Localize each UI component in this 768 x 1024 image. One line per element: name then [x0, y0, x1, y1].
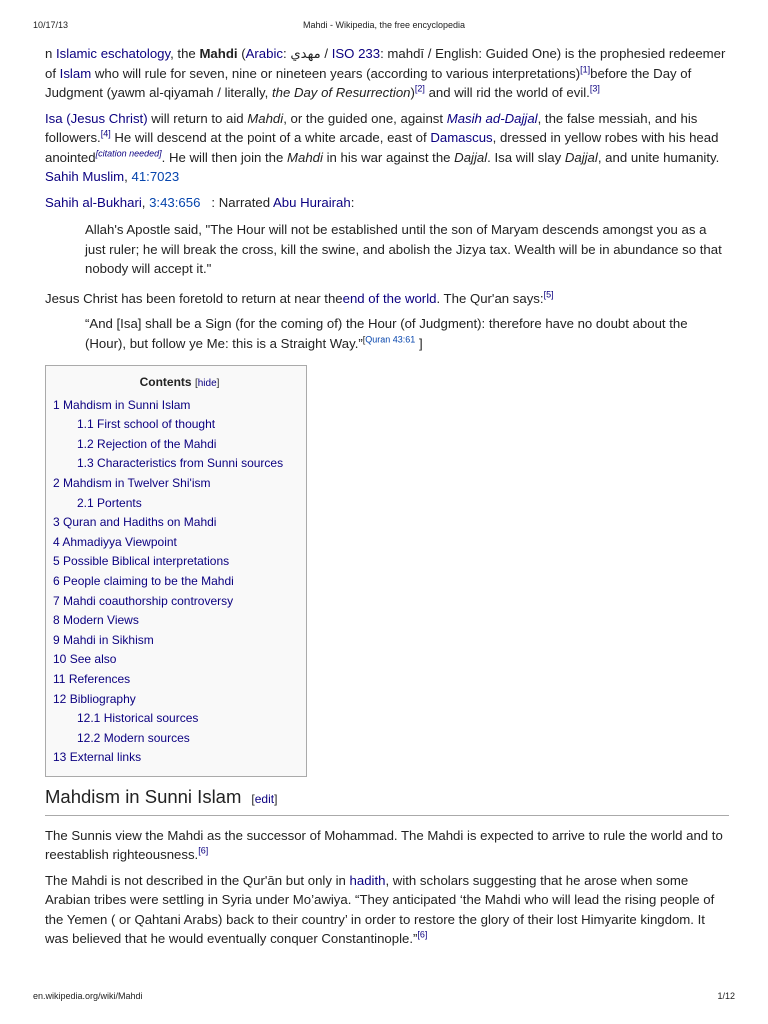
toc-item [53, 690, 306, 710]
toc-item [53, 494, 306, 514]
toc-number: 10 [53, 652, 67, 667]
isa-paragraph: Isa (Jesus Christ) will return to aid Mahdi, or the guided one, against Masih ad-Dajjal, the false messiah, and his followers.[4] He will descend at the point of a white arcade, east of Damascus, dressed in yellow robes with his head anointed[citation needed]. He will then join the Mahdi in his war against the Dajjal. Isa will slay Dajjal, and unite humanity. Sahih Muslim, 41:7023 [45, 110, 720, 184]
toc-label: First school of thought [97, 417, 216, 432]
toc-item [53, 631, 306, 651]
bukhari-line: Sahih al-Bukhari, 3:43:656 : Narrated Abu Hurairah: [45, 194, 355, 210]
sunni-paragraph-1: The Sunnis view the Mahdi as the successor of Mohammad. The Mahdi is expected to arrive to rule the world and to reestablish righteousness.[6] [45, 827, 723, 863]
print-url: en.wikipedia.org/wiki/Mahdi [33, 991, 143, 1001]
toc-number: 11 [53, 671, 66, 686]
toc-link[interactable] [77, 456, 283, 470]
toc-label: People claiming to be the Mahdi [63, 573, 234, 588]
toc-link[interactable] [53, 633, 154, 647]
toc-number: 6 [53, 573, 60, 588]
toc-hide-toggle[interactable]: hide [197, 378, 217, 389]
term-mahdi: Mahdi [199, 46, 238, 61]
toc-number: 3 [53, 515, 60, 530]
ref-4[interactable]: [4] [100, 128, 111, 139]
section-heading-mahdism-sunni: Mahdism in Sunni Islam [edit] [45, 785, 729, 816]
sunni-paragraph-2: The Mahdi is not described in the Qur'ān but only in hadith, with scholars suggesting that he arose when some Arabian tribes were settling in Syria under Mo’awiya. “They anticipated ‘the Mahdi who will lead the rising people of the Yemen ( or Qahtani Arabs) back to their country’ in order to restore the glory of their lost Himyarite kingdom. It was believed that he would eventually conquer Constantinople.”[6] [45, 872, 715, 947]
toc-link[interactable] [77, 711, 198, 725]
link-quran-43-61[interactable]: Quran 43:61 [365, 334, 416, 345]
link-islamic-eschatology[interactable]: Islamic eschatology [56, 46, 171, 61]
toc-label: Historical sources [103, 711, 199, 726]
toc-number: 8 [53, 613, 60, 628]
toc-number: 1.2 [77, 436, 94, 451]
toc-number: 12.2 [77, 730, 101, 745]
toc-link[interactable] [53, 750, 141, 764]
toc-label: Mahdi coauthorship controversy [63, 593, 234, 608]
toc-item [53, 454, 306, 474]
toc-label: References [68, 671, 131, 686]
toc-item [53, 572, 306, 592]
intro-paragraph: n Islamic eschatology, the Mahdi (Arabic: مهدي / ISO 233: mahdī / English: Guided One) is the prophesied redeemer of Islam who will rule for seven, nine or nineteen years (according to various interpretations)[1]before the Day of Judgment (yawm al-qiyamah / literally, the Day of Resurrection)[2] and will rid the world of evil.[3] [45, 46, 726, 100]
toc-title: Contents [hide] [139, 375, 220, 389]
toc-link[interactable] [53, 476, 210, 490]
toc-item [53, 533, 306, 553]
link-arabic[interactable]: Arabic [245, 46, 283, 61]
ref-6b[interactable]: [6] [417, 929, 428, 940]
toc-label: External links [69, 750, 142, 765]
toc-item [53, 415, 306, 435]
toc-item [53, 396, 306, 416]
toc-link[interactable] [53, 398, 190, 412]
toc-item [53, 435, 306, 455]
toc-link[interactable] [77, 731, 190, 745]
toc-number: 2 [53, 475, 60, 490]
toc-label: Ahmadiyya Viewpoint [62, 534, 177, 549]
toc-link[interactable] [53, 574, 234, 588]
link-hadith[interactable]: hadith [349, 872, 386, 888]
toc-label: Rejection of the Mahdi [97, 436, 217, 451]
citation-needed[interactable]: [citation needed] [95, 148, 162, 159]
toc-link[interactable] [53, 515, 216, 529]
toc-number: 2.1 [77, 495, 94, 510]
link-iso-233[interactable]: ISO 233 [331, 46, 381, 61]
toc-item [53, 474, 306, 494]
toc-item [53, 709, 306, 729]
toc-item [53, 748, 306, 768]
toc-number: 1.3 [77, 456, 94, 471]
toc-number: 12 [53, 691, 67, 706]
toc-label: Quran and Hadiths on Mahdi [63, 515, 217, 530]
toc-label: Modern sources [103, 730, 190, 745]
toc-number: 7 [53, 593, 60, 608]
link-41-7023[interactable]: 41:7023 [131, 169, 180, 184]
ref-6[interactable]: [6] [198, 845, 209, 856]
ref-1[interactable]: [1] [580, 64, 591, 75]
toc-number: 12.1 [77, 711, 101, 726]
hadith-quote: Allah's Apostle said, "The Hour will not be established until the son of Maryam descends amongst you as a just ruler; he will break the cross, kill the swine, and abolish the Jizya tax. Wealth will be in abundance so that nobody will accept it." [85, 222, 722, 276]
toc-number: 1.1 [77, 417, 94, 432]
toc-label: See also [69, 652, 117, 667]
toc-label: Characteristics from Sunni sources [97, 456, 284, 471]
quran-quote: “And [Isa] shall be a Sign (for the coming of) the Hour (of Judgment): therefore have no doubt about the (Hour), but follow ye Me: this is a Straight Way.”$^{[Quran 43:61}$ ] [85, 316, 688, 351]
toc-item [53, 650, 306, 670]
ref-5[interactable]: [5] [543, 289, 554, 300]
print-date: 10/17/13 [33, 20, 69, 30]
toc-label: Mahdism in Twelver Shi'ism [63, 475, 211, 490]
ref-3[interactable]: [3] [589, 83, 600, 94]
toc-item [53, 670, 306, 690]
jesus-paragraph: Jesus Christ has been foretold to return at near theend of the world. The Qur'an says:[5] [45, 289, 554, 306]
link-masih-ad-dajjal[interactable]: Masih ad-Dajjal [446, 110, 538, 126]
print-title: Mahdi - Wikipedia, the free encyclopedia [302, 20, 466, 30]
article-content [45, 44, 729, 955]
toc-link[interactable] [77, 417, 215, 431]
toc-label: Mahdism in Sunni Islam [63, 397, 191, 412]
link-end-of-the-world[interactable]: end of the world [342, 290, 437, 306]
toc-label: Bibliography [69, 691, 136, 706]
toc-item [53, 611, 306, 631]
toc-item [53, 592, 306, 612]
toc-link[interactable] [53, 672, 130, 686]
toc-link[interactable] [53, 535, 177, 549]
toc-link[interactable] [53, 594, 233, 608]
toc-link[interactable] [53, 554, 229, 568]
toc-item [53, 513, 306, 533]
ref-2[interactable]: [2] [414, 83, 425, 94]
link-isa[interactable]: Isa (Jesus Christ) [45, 110, 148, 126]
toc-number: 1 [53, 397, 60, 412]
link-sahih-al-bukhari[interactable]: Sahih al-Bukhari [45, 194, 142, 210]
browser-print-footer [33, 991, 735, 1005]
toc-label: Modern Views [63, 613, 139, 628]
toc-number: 5 [53, 554, 60, 569]
toc-link[interactable] [53, 692, 136, 706]
link-3-43-656[interactable]: 3:43:656 [149, 194, 201, 210]
toc-number: 9 [53, 632, 60, 647]
toc-list [53, 396, 306, 768]
toc-label: Mahdi in Sikhism [63, 632, 154, 647]
link-damascus[interactable]: Damascus [430, 130, 493, 145]
toc-link[interactable] [77, 437, 216, 451]
toc-label: Possible Biblical interpretations [63, 554, 230, 569]
link-abu-hurairah[interactable]: Abu Hurairah [273, 194, 351, 210]
toc-link[interactable] [53, 613, 139, 627]
print-page-number: 1/12 [717, 991, 735, 1001]
table-of-contents [45, 365, 307, 777]
toc-label: Portents [97, 495, 142, 510]
link-sahih-muslim[interactable]: Sahih Muslim [45, 169, 125, 184]
toc-link[interactable] [77, 496, 142, 510]
toc-link[interactable] [53, 652, 116, 666]
toc-number: 4 [53, 534, 60, 549]
toc-item [53, 552, 306, 572]
edit-section-link[interactable]: edit [254, 791, 275, 806]
toc-number: 13 [53, 750, 67, 765]
browser-print-header [33, 20, 735, 34]
toc-item [53, 729, 306, 749]
link-islam[interactable]: Islam [59, 65, 92, 81]
